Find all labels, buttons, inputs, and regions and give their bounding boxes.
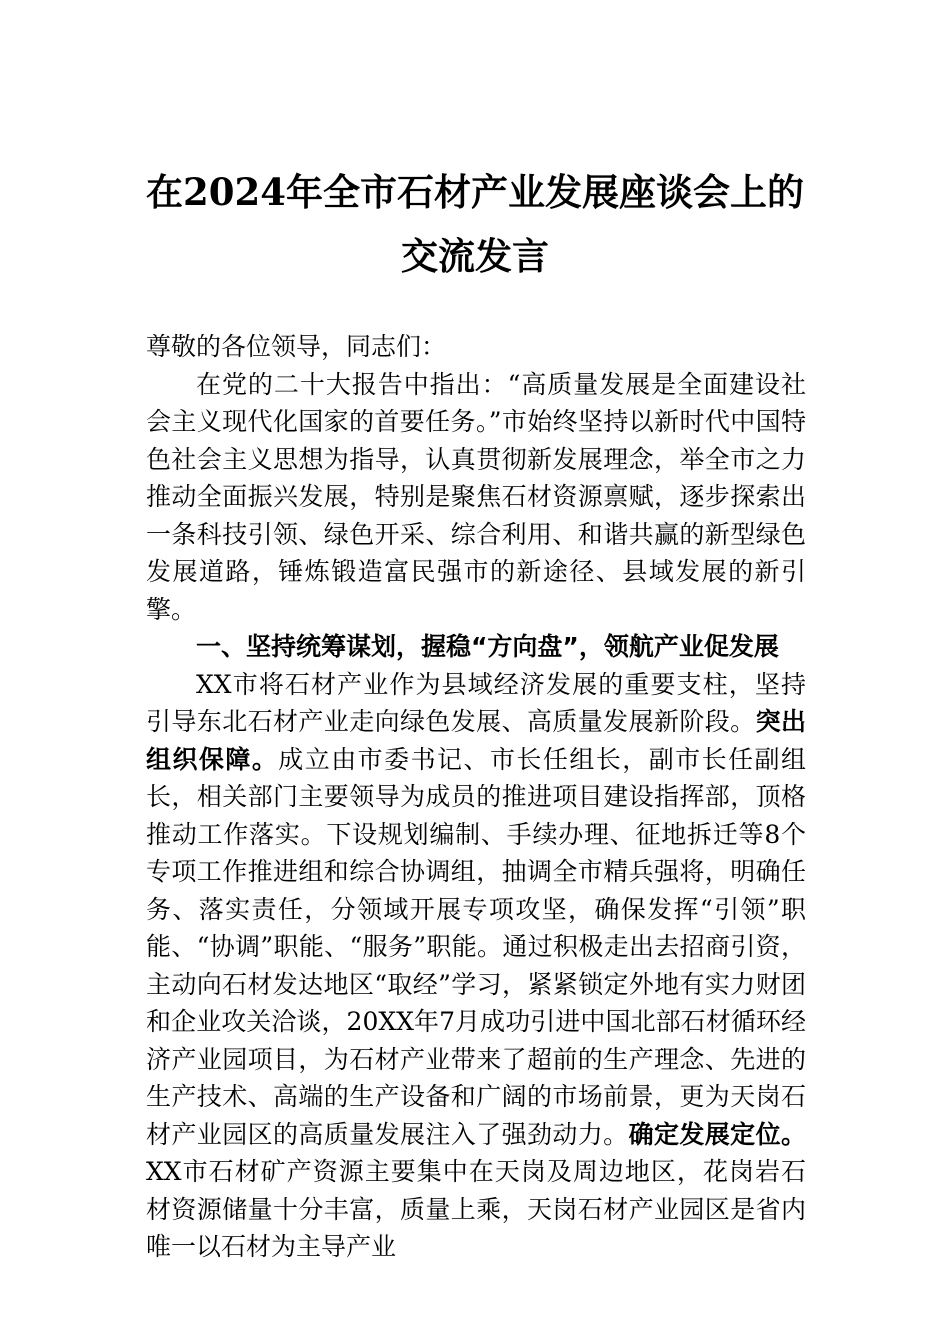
salutation: 尊敬的各位领导，同志们： [146,332,447,361]
document-body [146,328,806,1266]
bold-phrase-positioning: 确定发展定位。 [628,1119,806,1149]
paragraph-text: 成立由市委书记、市长任组长，副市长任副组长，相关部门主要领导为成员的推进项目建设指挥部，顶格推动工作落实。下设规划编制、手续办理、征地拆迁等8个专项工作推进组和综合协调组，抽调全市精兵强将，明确任务、落实责任，分领域开展专项攻坚，确保发挥“引领”职能、“协调”职能、“服务”职能。通过积极走出去招商引资，主动向石材发达地区“取经”学习，紧紧锁定外地有实力财团和企业攻关洽谈，20XX年7月成功引进中国北部石材循环经济产业园项目，为石材产业带来了超前的生产理念、先进的生产技术、高端的生产设备和广阔的市场前景，更为天岗石材产业园区的高质量发展注入了强劲动力。 [146,744,806,1149]
bold-phrase-org-guarantee: 突出组织保障。 [146,707,806,774]
section-paragraph [146,666,806,1266]
paragraph-text: XX市将石材产业作为县域经济发展的重要支柱，坚持引导东北石材产业走向绿色发展、高质量发展新阶段。 [146,669,806,736]
section-heading: 一、坚持统筹谋划，握稳“方向盘”，领航产业促发展 [196,632,779,661]
paragraph-text: XX市石材矿产资源主要集中在天岗及周边地区，花岗岩石材资源储量十分丰富，质量上乘，天岗石材产业园区是省内唯一以石材为主导产业 [146,1157,806,1261]
document-title: 在2024年全市石材产业发展座谈会上的交流发言 [146,170,804,278]
intro-paragraph: 在党的二十大报告中指出：“高质量发展是全面建设社会主义现代化国家的首要任务。”市始终坚持以新时代中国特色社会主义思想为指导，认真贯彻新发展理念，举全市之力推动全面振兴发展，特别是聚焦石材资源禀赋，逐步探索出一条科技引领、绿色开采、综合利用、和谐共赢的新型绿色发展道路，锤炼锻造富民强市的新途径、县域发展的新引擎。 [146,369,806,624]
